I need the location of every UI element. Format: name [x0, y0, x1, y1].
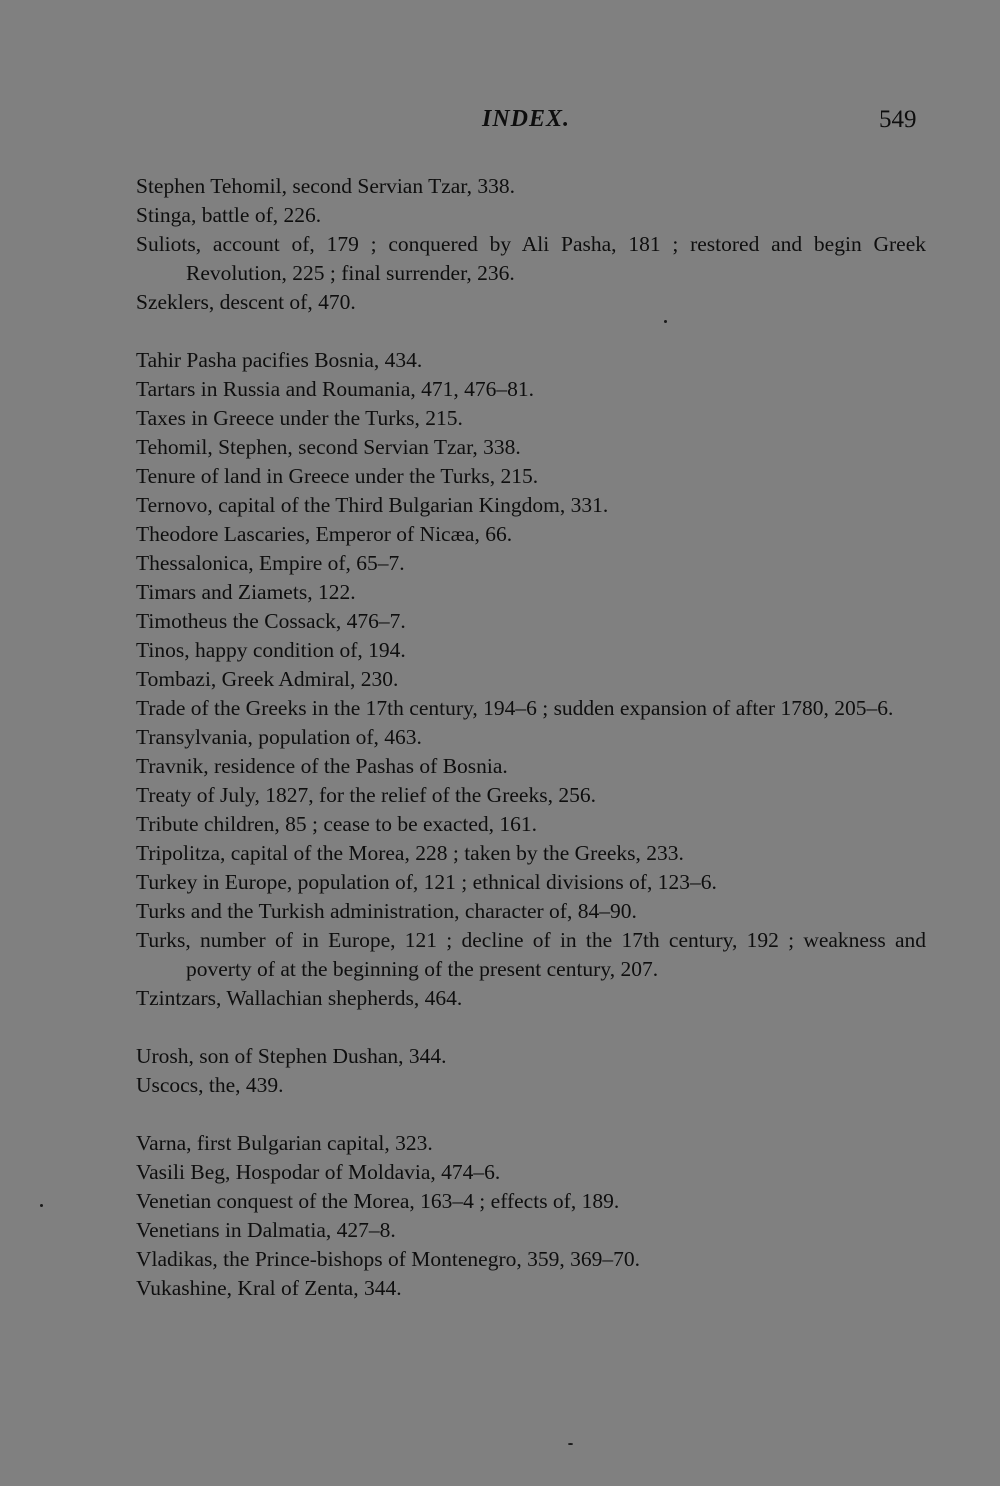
index-entry: Timars and Ziamets, 122. — [136, 580, 356, 604]
index-entry: Stephen Tehomil, second Servian Tzar, 338. — [136, 174, 515, 198]
index-entry: Travnik, residence of the Pashas of Bosnia. — [136, 754, 508, 778]
index-entry: Urosh, son of Stephen Dushan, 344. — [136, 1044, 447, 1068]
ink-speck — [40, 1204, 43, 1207]
index-entry: Tzintzars, Wallachian shepherds, 464. — [136, 986, 463, 1010]
index-entry: Tahir Pasha pacifies Bosnia, 434. — [136, 348, 423, 372]
ink-speck — [568, 1443, 573, 1445]
index-entry: Uscocs, the, 439. — [136, 1073, 284, 1097]
index-entry: Suliots, account of, 179 ; conquered by Ali Pasha, 181 ; restored and begin Greek Revolution, 225 ; final surrender, 236. — [136, 232, 926, 285]
index-entry: Vladikas, the Prince-bishops of Montenegro, 359, 369–70. — [136, 1247, 640, 1271]
index-section-u — [136, 1042, 936, 1100]
index-entry: Treaty of July, 1827, for the relief of the Greeks, 256. — [136, 783, 596, 807]
index-section-s — [136, 172, 936, 317]
index-body — [136, 172, 936, 1332]
index-entry: Tartars in Russia and Roumania, 471, 476–81. — [136, 377, 534, 401]
index-section-v — [136, 1129, 936, 1303]
index-entry: Venetians in Dalmatia, 427–8. — [136, 1218, 396, 1242]
index-entry: Tinos, happy condition of, 194. — [136, 638, 406, 662]
index-entry: Theodore Lascaries, Emperor of Nicæa, 66. — [136, 522, 513, 546]
index-entry: Stinga, battle of, 226. — [136, 203, 322, 227]
ink-speck — [664, 320, 667, 323]
index-entry: Thessalonica, Empire of, 65–7. — [136, 551, 405, 575]
index-entry: Turks, number of in Europe, 121 ; decline of in the 17th century, 192 ; weakness and poverty of at the beginning of the present century, 207. — [136, 928, 926, 981]
page-number: 549 — [879, 106, 917, 133]
index-entry: Turks and the Turkish administration, character of, 84–90. — [136, 899, 637, 923]
index-entry: Tombazi, Greek Admiral, 230. — [136, 667, 399, 691]
index-entry: Venetian conquest of the Morea, 163–4 ; effects of, 189. — [136, 1189, 620, 1213]
index-entry: Tribute children, 85 ; cease to be exacted, 161. — [136, 812, 538, 836]
index-entry: Tehomil, Stephen, second Servian Tzar, 338. — [136, 435, 521, 459]
running-head — [0, 106, 1000, 140]
index-entry: Tripolitza, capital of the Morea, 228 ; taken by the Greeks, 233. — [136, 841, 684, 865]
index-entry: Tenure of land in Greece under the Turks, 215. — [136, 464, 539, 488]
index-section-t — [136, 346, 936, 1013]
running-title: INDEX. — [482, 106, 571, 132]
index-entry: Vukashine, Kral of Zenta, 344. — [136, 1276, 402, 1300]
index-entry: Varna, first Bulgarian capital, 323. — [136, 1131, 433, 1155]
index-entry: Timotheus the Cossack, 476–7. — [136, 609, 406, 633]
index-entry: Szeklers, descent of, 470. — [136, 290, 356, 314]
index-entry: Ternovo, capital of the Third Bulgarian Kingdom, 331. — [136, 493, 609, 517]
index-entry: Turkey in Europe, population of, 121 ; ethnical divisions of, 123–6. — [136, 870, 717, 894]
index-entry: Taxes in Greece under the Turks, 215. — [136, 406, 463, 430]
index-entry: Transylvania, population of, 463. — [136, 725, 422, 749]
index-entry: Trade of the Greeks in the 17th century, 194–6 ; sudden expansion of after 1780, 205–6. — [136, 696, 894, 720]
index-entry: Vasili Beg, Hospodar of Moldavia, 474–6. — [136, 1160, 501, 1184]
